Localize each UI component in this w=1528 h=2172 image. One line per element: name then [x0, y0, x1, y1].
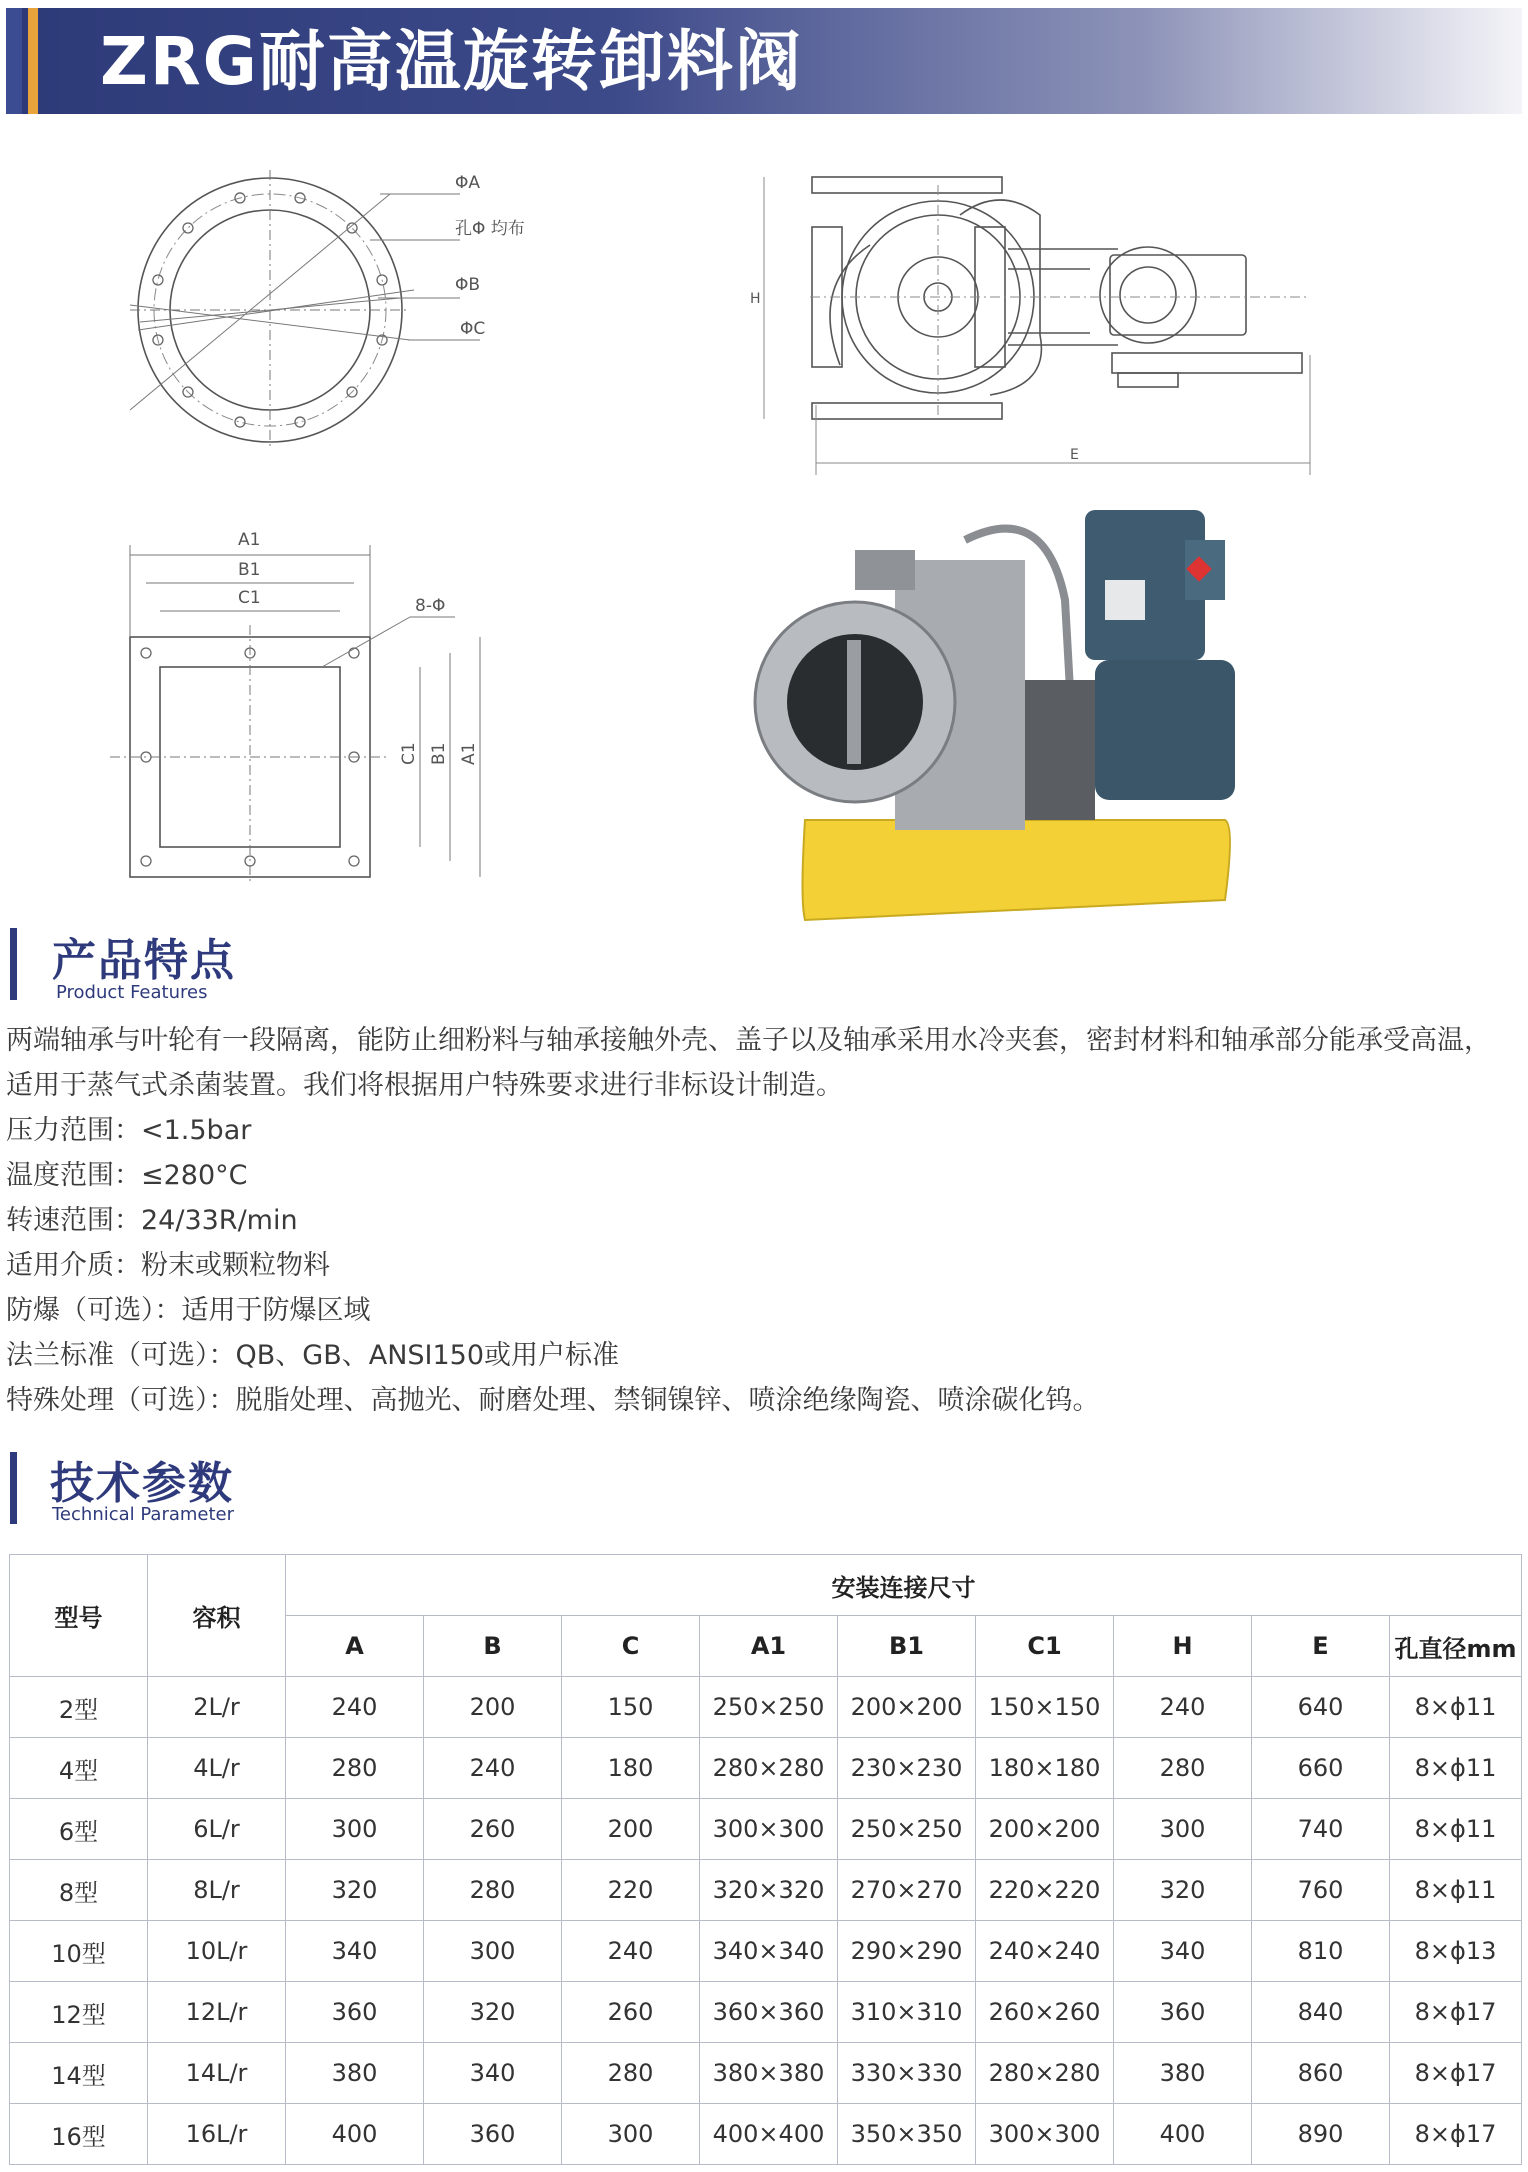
header-cell: H — [1114, 1616, 1252, 1677]
table-row — [10, 2104, 1522, 2165]
table-cell: 150 — [562, 1677, 700, 1738]
table-cell: 280×280 — [700, 1738, 838, 1799]
header-cell: A1 — [700, 1616, 838, 1677]
features-list — [6, 1018, 1506, 1423]
table-row — [10, 1738, 1522, 1799]
table-cell: 400 — [286, 2104, 424, 2165]
table-cell: 240 — [1114, 1677, 1252, 1738]
table-cell: 360 — [286, 1982, 424, 2043]
table-cell: 4L/r — [148, 1738, 286, 1799]
dim-label: ΦC — [460, 319, 486, 339]
table-cell: 300 — [562, 2104, 700, 2165]
table-cell: 250×250 — [700, 1677, 838, 1738]
table-cell: 8×ϕ11 — [1390, 1677, 1522, 1738]
table-cell: 240 — [562, 1921, 700, 1982]
table-cell: 8×ϕ17 — [1390, 2104, 1522, 2165]
table-cell: 300 — [424, 1921, 562, 1982]
table-cell: 6L/r — [148, 1799, 286, 1860]
table-cell: 8×ϕ13 — [1390, 1921, 1522, 1982]
bolt-hole — [235, 417, 245, 427]
table-cell: 12L/r — [148, 1982, 286, 2043]
params-section-bar — [10, 1452, 17, 1524]
table-row — [10, 1799, 1522, 1860]
table-cell: 200 — [562, 1799, 700, 1860]
table-cell: 360×360 — [700, 1982, 838, 2043]
table-cell: 330×330 — [838, 2043, 976, 2104]
dim-label: A1 — [459, 742, 479, 765]
feature-item: 适用介质：粉末或颗粒物料 — [6, 1250, 330, 1281]
spec-table — [9, 1554, 1522, 2165]
table-cell: 320×320 — [700, 1860, 838, 1921]
table-cell: 380 — [286, 2043, 424, 2104]
table-cell: 320 — [424, 1982, 562, 2043]
feature-item: 防爆（可选）：适用于防爆区域 — [6, 1295, 371, 1326]
table-cell: 16L/r — [148, 2104, 286, 2165]
table-cell: 300 — [286, 1799, 424, 1860]
table-cell: 280×280 — [976, 2043, 1114, 2104]
table-cell: 400 — [1114, 2104, 1252, 2165]
table-cell: 220 — [562, 1860, 700, 1921]
feature-item: 温度范围：≤280°C — [6, 1160, 248, 1191]
table-cell: 200 — [424, 1677, 562, 1738]
table-cell: 340 — [286, 1921, 424, 1982]
table-cell: 810 — [1252, 1921, 1390, 1982]
table-cell: 350×350 — [838, 2104, 976, 2165]
table-cell: 280 — [562, 2043, 700, 2104]
table-cell: 260×260 — [976, 1982, 1114, 2043]
table-row — [10, 2043, 1522, 2104]
table-cell: 8型 — [10, 1860, 148, 1921]
feature-item: 特殊处理（可选）：脱脂处理、高抛光、耐磨处理、禁铜镍锌、喷涂绝缘陶瓷、喷涂碳化钨。 — [6, 1385, 1100, 1416]
header-cell: C1 — [976, 1616, 1114, 1677]
dim-label: B1 — [238, 560, 261, 580]
table-cell: 8×ϕ17 — [1390, 1982, 1522, 2043]
features-section-bar — [10, 928, 17, 1000]
table-cell: 12型 — [10, 1982, 148, 2043]
table-cell: 260 — [562, 1982, 700, 2043]
product-photo — [745, 480, 1285, 925]
table-cell: 640 — [1252, 1677, 1390, 1738]
table-cell: 300 — [1114, 1799, 1252, 1860]
feature-item: 压力范围：<1.5bar — [6, 1115, 252, 1146]
table-row — [10, 1860, 1522, 1921]
table-row — [10, 1982, 1522, 2043]
table-cell: 200×200 — [976, 1799, 1114, 1860]
dim-label: 孔Φ 均布 — [455, 219, 525, 239]
header-volume: 容积 — [148, 1555, 286, 1677]
table-cell: 660 — [1252, 1738, 1390, 1799]
feature-item: 转速范围：24/33R/min — [6, 1205, 298, 1236]
table-cell: 360 — [424, 2104, 562, 2165]
table-cell: 240 — [424, 1738, 562, 1799]
header-cell: A — [286, 1616, 424, 1677]
header-install-dimensions: 安装连接尺寸 — [286, 1555, 1522, 1616]
table-cell: 300×300 — [700, 1799, 838, 1860]
bolt-hole — [295, 417, 305, 427]
table-cell: 840 — [1252, 1982, 1390, 2043]
table-cell: 8×ϕ17 — [1390, 2043, 1522, 2104]
table-cell: 860 — [1252, 2043, 1390, 2104]
table-cell: 180×180 — [976, 1738, 1114, 1799]
table-cell: 2L/r — [148, 1677, 286, 1738]
params-title: 技术参数 — [50, 1458, 234, 1509]
dim-label: C1 — [238, 588, 261, 608]
table-cell: 300×300 — [976, 2104, 1114, 2165]
round-flange-drawing — [110, 150, 550, 460]
table-cell: 260 — [424, 1799, 562, 1860]
table-cell: 220×220 — [976, 1860, 1114, 1921]
dim-label: C1 — [399, 742, 419, 765]
table-cell: 4型 — [10, 1738, 148, 1799]
table-cell: 150×150 — [976, 1677, 1114, 1738]
table-cell: 290×290 — [838, 1921, 976, 1982]
table-cell: 280 — [424, 1860, 562, 1921]
dim-label: ΦB — [455, 275, 481, 295]
table-cell: 8×ϕ11 — [1390, 1860, 1522, 1921]
banner-left-block — [6, 8, 22, 114]
header-cell: B — [424, 1616, 562, 1677]
features-subtitle: Product Features — [56, 982, 208, 1003]
header-cell: C — [562, 1616, 700, 1677]
table-cell: 180 — [562, 1738, 700, 1799]
table-cell: 16型 — [10, 2104, 148, 2165]
table-cell: 8×ϕ11 — [1390, 1799, 1522, 1860]
bolt-hole — [153, 275, 163, 285]
bolt-hole — [377, 275, 387, 285]
table-cell: 890 — [1252, 2104, 1390, 2165]
table-row — [10, 1677, 1522, 1738]
table-cell: 320 — [1114, 1860, 1252, 1921]
feature-item: 法兰标准（可选）：QB、GB、ANSI150或用户标准 — [6, 1340, 620, 1371]
table-cell: 320 — [286, 1860, 424, 1921]
table-cell: 10L/r — [148, 1921, 286, 1982]
params-subtitle: Technical Parameter — [52, 1504, 235, 1525]
table-cell: 380 — [1114, 2043, 1252, 2104]
header-model: 型号 — [10, 1555, 148, 1677]
table-cell: 8×ϕ11 — [1390, 1738, 1522, 1799]
features-title: 产品特点 — [52, 935, 236, 986]
table-cell: 230×230 — [838, 1738, 976, 1799]
table-cell: 280 — [286, 1738, 424, 1799]
table-cell: 6型 — [10, 1799, 148, 1860]
header-cell: B1 — [838, 1616, 976, 1677]
table-cell: 340 — [1114, 1921, 1252, 1982]
page-title: ZRG耐高温旋转卸料阀 — [100, 23, 803, 100]
dim-label: B1 — [429, 742, 449, 765]
table-header-row — [10, 1555, 1522, 1616]
table-cell: 280 — [1114, 1738, 1252, 1799]
table-cell: 14L/r — [148, 2043, 286, 2104]
features-intro: 两端轴承与叶轮有一段隔离，能防止细粉料与轴承接触外壳、盖子以及轴承采用水冷夹套，密封材料和轴承部分能承受高温，适用于蒸气式杀菌装置。我们将根据用户特殊要求进行非标设计制造。 — [6, 1025, 1491, 1101]
header-cell: E — [1252, 1616, 1390, 1677]
table-cell: 310×310 — [838, 1982, 976, 2043]
table-cell: 200×200 — [838, 1677, 976, 1738]
table-cell: 380×380 — [700, 2043, 838, 2104]
dim-label: 8-Φ — [415, 596, 446, 616]
table-cell: 340 — [424, 2043, 562, 2104]
table-row — [10, 1921, 1522, 1982]
dim-label: ΦA — [455, 173, 481, 193]
dim-label: H — [750, 291, 761, 307]
bolt-hole — [183, 223, 193, 233]
header-cell: 孔直径mm — [1390, 1616, 1522, 1677]
table-cell: 14型 — [10, 2043, 148, 2104]
table-cell: 360 — [1114, 1982, 1252, 2043]
table-cell: 270×270 — [838, 1860, 976, 1921]
side-view-drawing — [750, 165, 1350, 485]
table-cell: 400×400 — [700, 2104, 838, 2165]
table-cell: 10型 — [10, 1921, 148, 1982]
table-cell: 240 — [286, 1677, 424, 1738]
dim-label: E — [1070, 447, 1079, 463]
table-cell: 250×250 — [838, 1799, 976, 1860]
table-cell: 2型 — [10, 1677, 148, 1738]
table-cell: 740 — [1252, 1799, 1390, 1860]
banner-accent-stripe — [28, 8, 38, 114]
table-cell: 8L/r — [148, 1860, 286, 1921]
table-cell: 340×340 — [700, 1921, 838, 1982]
table-cell: 240×240 — [976, 1921, 1114, 1982]
square-flange-drawing — [110, 525, 510, 885]
table-cell: 760 — [1252, 1860, 1390, 1921]
dim-label: A1 — [238, 530, 261, 550]
